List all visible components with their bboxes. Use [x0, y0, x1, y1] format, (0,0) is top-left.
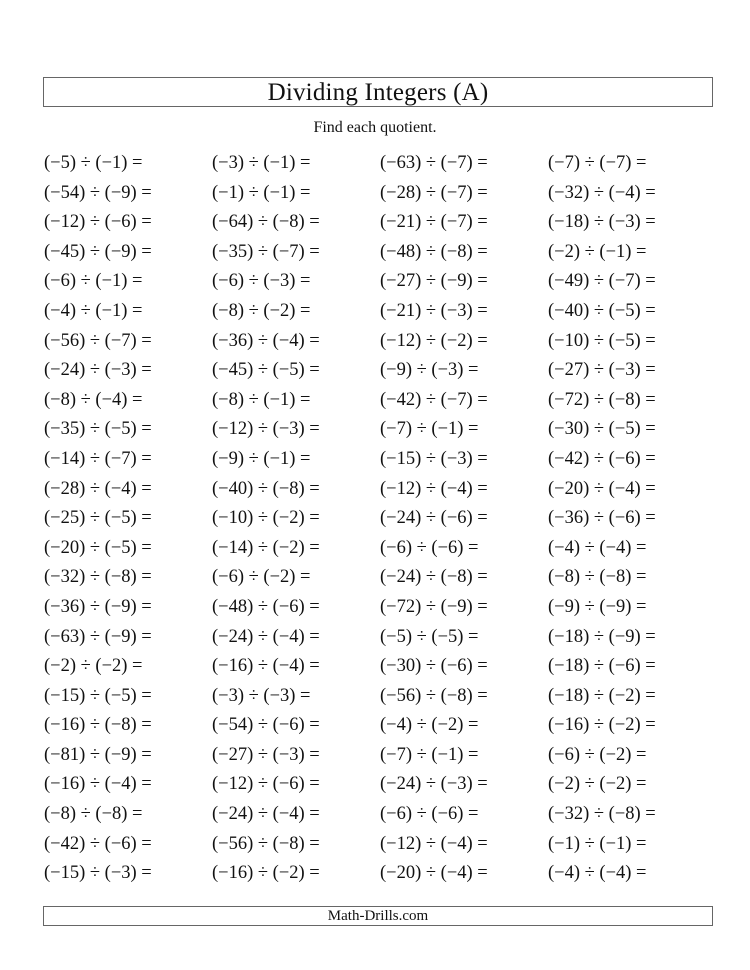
- division-problem: (−42) ÷ (−6) =: [44, 833, 152, 854]
- division-problem: (−8) ÷ (−8) =: [44, 804, 143, 825]
- division-problem: (−36) ÷ (−6) =: [548, 508, 656, 529]
- division-problem: (−36) ÷ (−4) =: [212, 330, 320, 351]
- division-problem: (−72) ÷ (−9) =: [380, 596, 488, 617]
- division-problem: (−14) ÷ (−7) =: [44, 448, 152, 469]
- division-problem: (−40) ÷ (−8) =: [212, 478, 320, 499]
- division-problem: (−9) ÷ (−1) =: [212, 448, 311, 469]
- division-problem: (−81) ÷ (−9) =: [44, 744, 152, 765]
- division-problem: (−5) ÷ (−1) =: [44, 153, 143, 173]
- division-problem: (−30) ÷ (−6) =: [380, 656, 488, 677]
- division-problem: (−54) ÷ (−6) =: [212, 715, 320, 736]
- division-problem: (−24) ÷ (−3) =: [44, 360, 152, 381]
- division-problem: (−48) ÷ (−6) =: [212, 596, 320, 617]
- division-problem: (−8) ÷ (−1) =: [212, 389, 311, 410]
- division-problem: (−24) ÷ (−4) =: [212, 626, 320, 647]
- division-problem: (−56) ÷ (−7) =: [44, 330, 152, 351]
- division-problem: (−20) ÷ (−4) =: [548, 478, 656, 499]
- division-problem: (−12) ÷ (−3) =: [212, 419, 320, 440]
- division-problem: (−6) ÷ (−6) =: [380, 804, 479, 825]
- division-problem: (−24) ÷ (−8) =: [380, 567, 488, 588]
- division-problem: (−27) ÷ (−3) =: [212, 744, 320, 765]
- division-problem: (−45) ÷ (−9) =: [44, 241, 152, 262]
- division-problem: (−6) ÷ (−2) =: [548, 744, 647, 765]
- division-problem: (−42) ÷ (−6) =: [548, 448, 656, 469]
- division-problem: (−8) ÷ (−8) =: [548, 567, 647, 588]
- division-problem: (−2) ÷ (−2) =: [548, 774, 647, 795]
- division-problem: (−16) ÷ (−2) =: [212, 863, 320, 884]
- division-problem: (−6) ÷ (−2) =: [212, 567, 311, 588]
- division-problem: (−56) ÷ (−8) =: [212, 833, 320, 854]
- division-problem: (−7) ÷ (−7) =: [548, 153, 647, 173]
- division-problem: (−24) ÷ (−3) =: [380, 774, 488, 795]
- division-problem: (−9) ÷ (−3) =: [380, 360, 479, 381]
- division-problem: (−2) ÷ (−1) =: [548, 241, 647, 262]
- worksheet-title: Dividing Integers (A): [267, 78, 489, 106]
- division-problem: (−16) ÷ (−4) =: [44, 774, 152, 795]
- division-problem: (−48) ÷ (−8) =: [380, 241, 488, 262]
- division-problem: (−10) ÷ (−2) =: [212, 508, 320, 529]
- division-problem: (−36) ÷ (−9) =: [44, 596, 152, 617]
- division-problem: (−16) ÷ (−8) =: [44, 715, 152, 736]
- division-problem: (−12) ÷ (−6) =: [212, 774, 320, 795]
- problem-grid: [44, 149, 724, 889]
- division-problem: (−16) ÷ (−4) =: [212, 656, 320, 677]
- footer-source: Math-Drills.com: [327, 907, 429, 924]
- division-problem: (−28) ÷ (−4) =: [44, 478, 152, 499]
- division-problem: (−35) ÷ (−5) =: [44, 419, 152, 440]
- division-problem: (−8) ÷ (−2) =: [212, 300, 311, 321]
- division-problem: (−1) ÷ (−1) =: [212, 182, 311, 203]
- division-problem: (−12) ÷ (−4) =: [380, 833, 488, 854]
- division-problem: (−18) ÷ (−6) =: [548, 656, 656, 677]
- division-problem: (−12) ÷ (−6) =: [44, 212, 152, 233]
- division-problem: (−24) ÷ (−6) =: [380, 508, 488, 529]
- division-problem: (−32) ÷ (−8) =: [548, 804, 656, 825]
- division-problem: (−4) ÷ (−4) =: [548, 537, 647, 558]
- division-problem: (−45) ÷ (−5) =: [212, 360, 320, 381]
- division-problem: (−18) ÷ (−2) =: [548, 685, 656, 706]
- division-problem: (−15) ÷ (−3) =: [44, 863, 152, 884]
- division-problem: (−6) ÷ (−6) =: [380, 537, 479, 558]
- division-problem: (−21) ÷ (−7) =: [380, 212, 488, 233]
- division-problem: (−20) ÷ (−4) =: [380, 863, 488, 884]
- division-problem: (−24) ÷ (−4) =: [212, 804, 320, 825]
- division-problem: (−7) ÷ (−1) =: [380, 744, 479, 765]
- division-problem: (−4) ÷ (−1) =: [44, 300, 143, 321]
- division-problem: (−4) ÷ (−2) =: [380, 715, 479, 736]
- division-problem: (−25) ÷ (−5) =: [44, 508, 152, 529]
- division-problem: (−2) ÷ (−2) =: [44, 656, 143, 677]
- division-problem: (−10) ÷ (−5) =: [548, 330, 656, 351]
- division-problem: (−30) ÷ (−5) =: [548, 419, 656, 440]
- division-problem: (−3) ÷ (−3) =: [212, 685, 311, 706]
- division-problem: (−32) ÷ (−4) =: [548, 182, 656, 203]
- division-problem: (−63) ÷ (−9) =: [44, 626, 152, 647]
- division-problem: (−15) ÷ (−3) =: [380, 448, 488, 469]
- division-problem: (−20) ÷ (−5) =: [44, 537, 152, 558]
- division-problem: (−14) ÷ (−2) =: [212, 537, 320, 558]
- division-problem: (−28) ÷ (−7) =: [380, 182, 488, 203]
- division-problem: (−9) ÷ (−9) =: [548, 596, 647, 617]
- division-problem: (−7) ÷ (−1) =: [380, 419, 479, 440]
- division-problem: (−27) ÷ (−3) =: [548, 360, 656, 381]
- division-problem: (−12) ÷ (−2) =: [380, 330, 488, 351]
- division-problem: (−6) ÷ (−1) =: [44, 271, 143, 292]
- division-problem: (−6) ÷ (−3) =: [212, 271, 311, 292]
- division-problem: (−8) ÷ (−4) =: [44, 389, 143, 410]
- division-problem: (−3) ÷ (−1) =: [212, 153, 311, 173]
- division-problem: (−64) ÷ (−8) =: [212, 212, 320, 233]
- division-problem: (−40) ÷ (−5) =: [548, 300, 656, 321]
- division-problem: (−32) ÷ (−8) =: [44, 567, 152, 588]
- instructions: Find each quotient.: [313, 119, 437, 136]
- footer-box: [43, 906, 713, 926]
- division-problem: (−18) ÷ (−3) =: [548, 212, 656, 233]
- division-problem: (−56) ÷ (−8) =: [380, 685, 488, 706]
- division-problem: (−63) ÷ (−7) =: [380, 153, 488, 173]
- division-problem: (−72) ÷ (−8) =: [548, 389, 656, 410]
- division-problem: (−42) ÷ (−7) =: [380, 389, 488, 410]
- division-problem: (−49) ÷ (−7) =: [548, 271, 656, 292]
- division-problem: (−54) ÷ (−9) =: [44, 182, 152, 203]
- division-problem: (−16) ÷ (−2) =: [548, 715, 656, 736]
- division-problem: (−12) ÷ (−4) =: [380, 478, 488, 499]
- title-box: [43, 77, 713, 107]
- division-problem: (−21) ÷ (−3) =: [380, 300, 488, 321]
- division-problem: (−27) ÷ (−9) =: [380, 271, 488, 292]
- division-problem: (−15) ÷ (−5) =: [44, 685, 152, 706]
- division-problem: (−4) ÷ (−4) =: [548, 863, 647, 884]
- division-problem: (−5) ÷ (−5) =: [380, 626, 479, 647]
- division-problem: (−18) ÷ (−9) =: [548, 626, 656, 647]
- division-problem: (−35) ÷ (−7) =: [212, 241, 320, 262]
- division-problem: (−1) ÷ (−1) =: [548, 833, 647, 854]
